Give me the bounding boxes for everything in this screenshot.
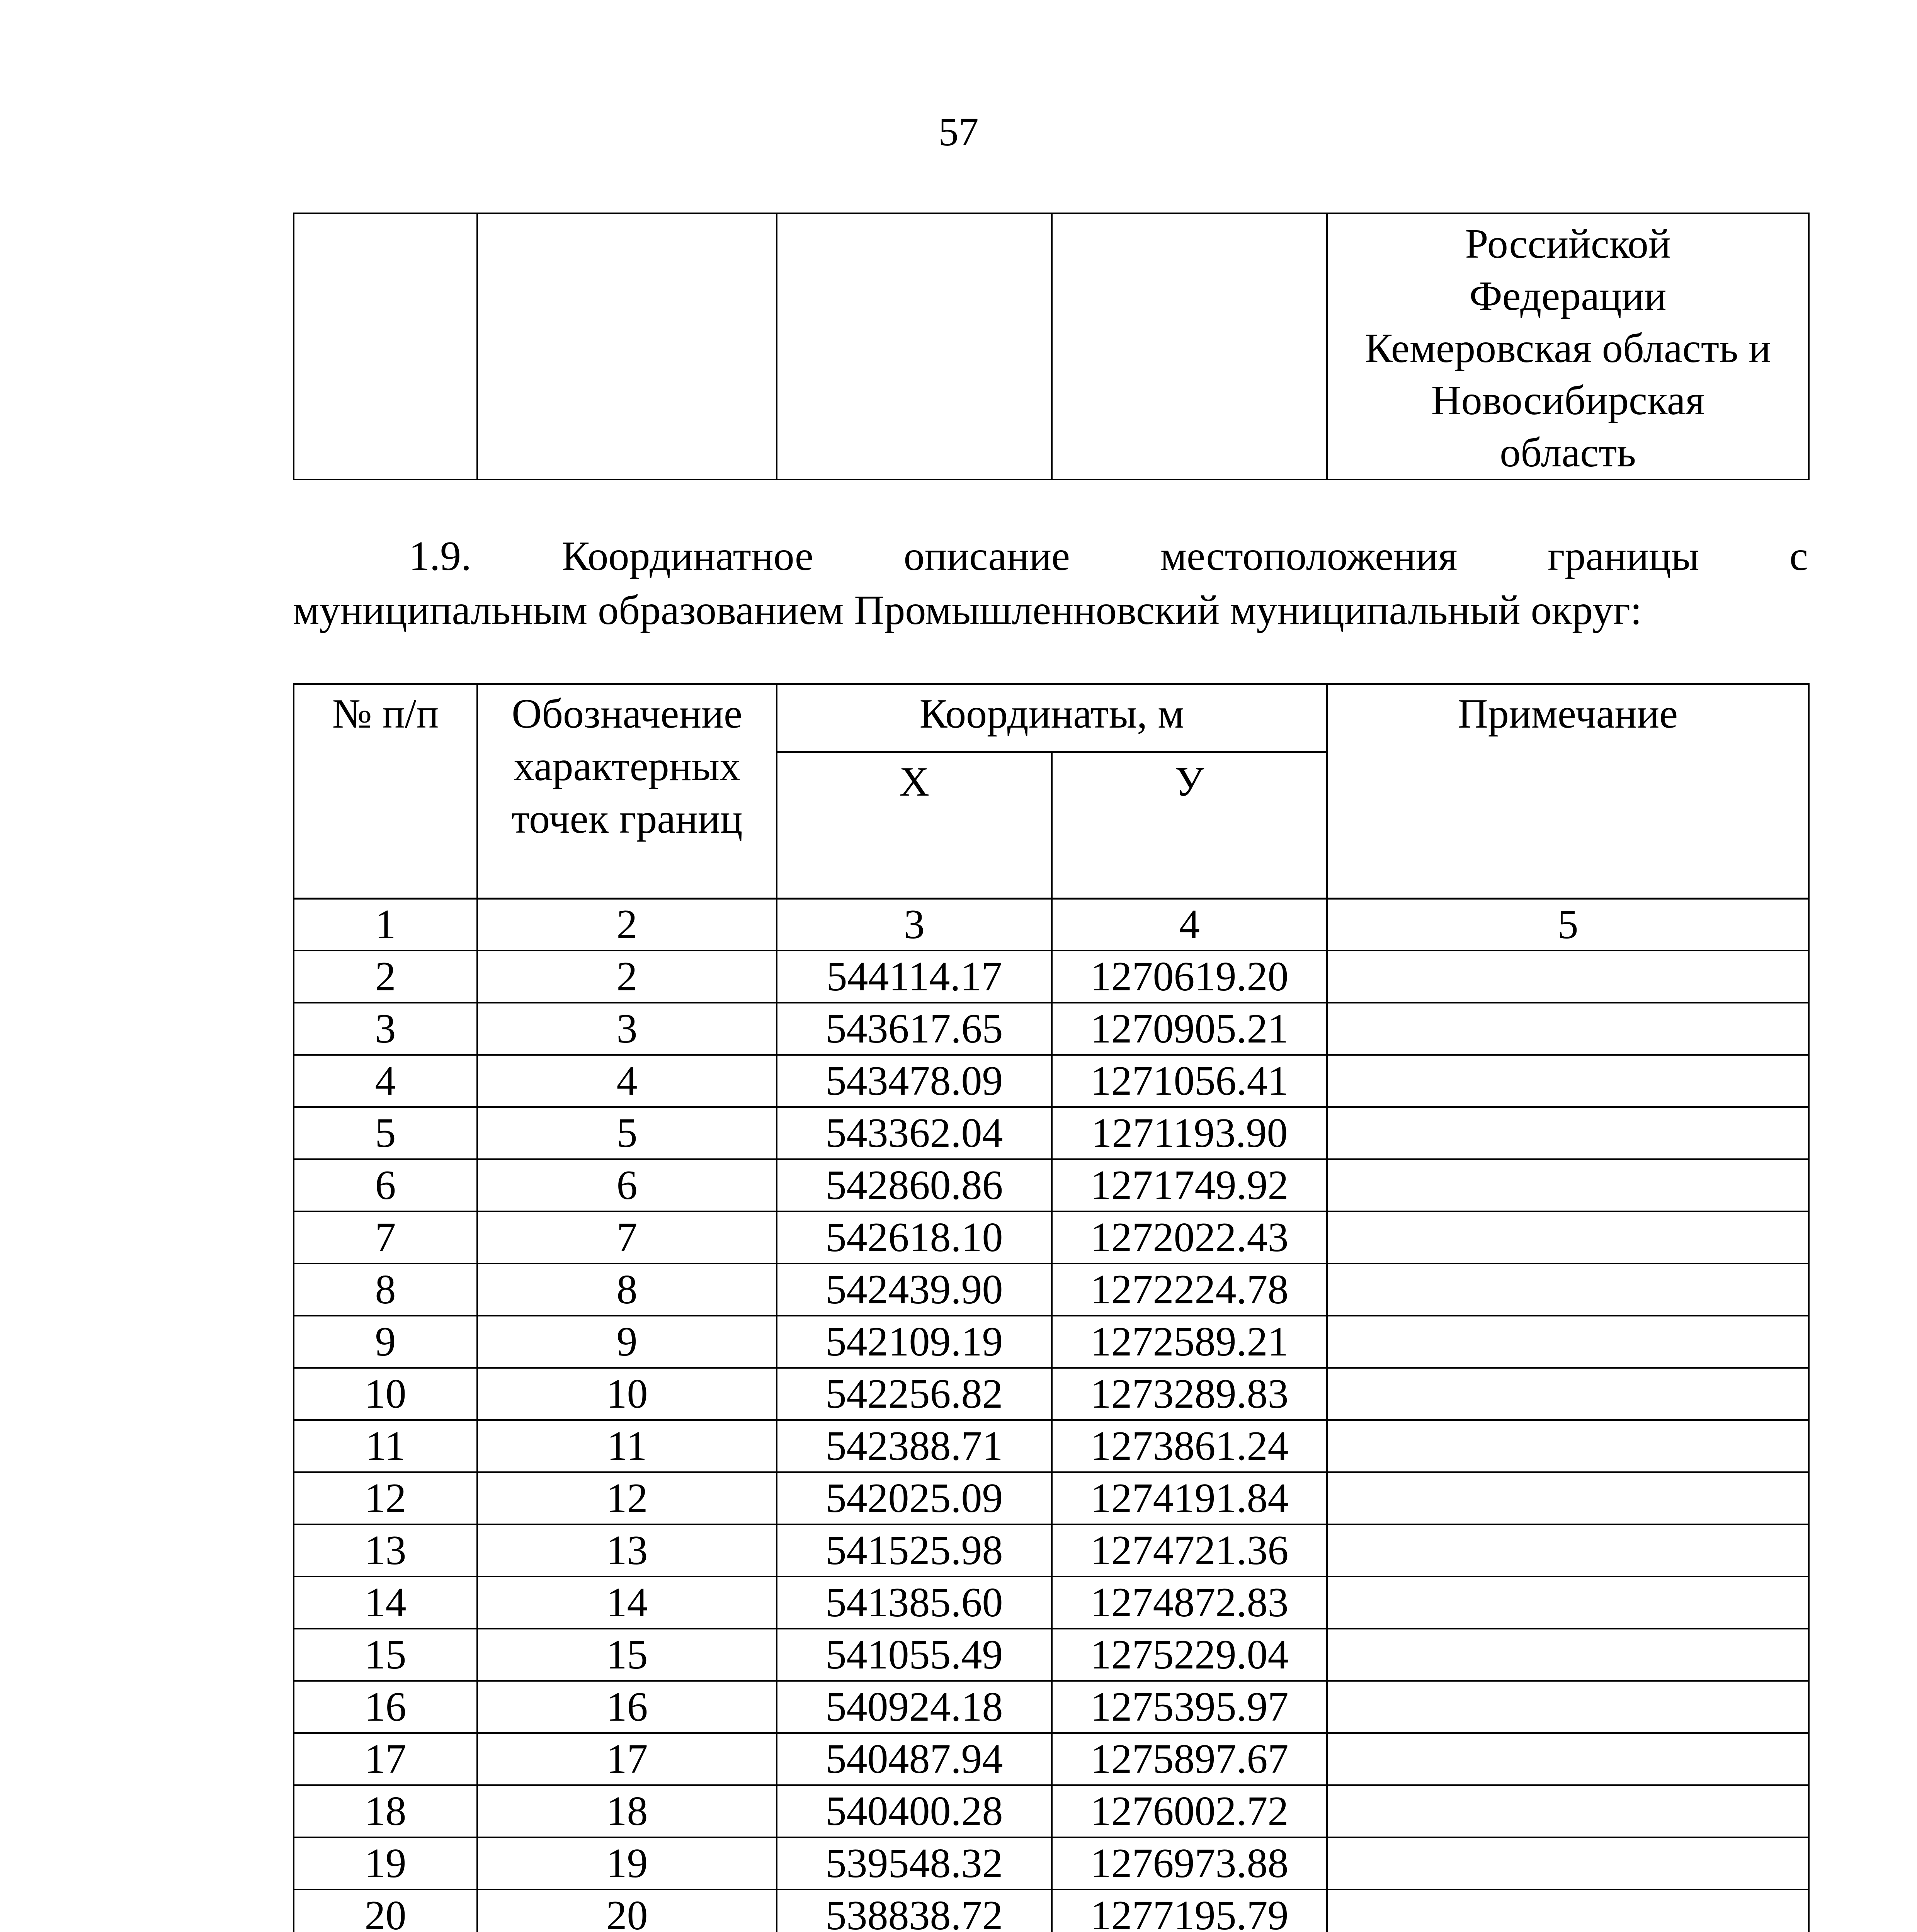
table-row bbox=[294, 1420, 1809, 1472]
x-coordinate-cell: 541385.60 bbox=[777, 1577, 1052, 1629]
row-number-cell: 8 bbox=[294, 1264, 477, 1316]
row-number-cell: 18 bbox=[294, 1785, 477, 1837]
continuation-cell-note bbox=[1327, 213, 1809, 480]
column-number: 4 bbox=[1052, 898, 1327, 951]
point-cell: 20 bbox=[477, 1889, 777, 1932]
continuation-cell-num bbox=[294, 213, 477, 480]
x-coordinate-cell: 538838.72 bbox=[777, 1889, 1052, 1932]
point-cell: 11 bbox=[477, 1420, 777, 1472]
table-row bbox=[294, 1472, 1809, 1524]
table-row bbox=[294, 1785, 1809, 1837]
note-cell bbox=[1327, 1785, 1809, 1837]
note-cell bbox=[1327, 1107, 1809, 1159]
row-number-cell: 2 bbox=[294, 951, 477, 1003]
y-coordinate-cell: 1276002.72 bbox=[1052, 1785, 1327, 1837]
point-cell: 2 bbox=[477, 951, 777, 1003]
y-coordinate-cell: 1272224.78 bbox=[1052, 1264, 1327, 1316]
y-coordinate-cell: 1272589.21 bbox=[1052, 1316, 1327, 1368]
x-coordinate-cell: 539548.32 bbox=[777, 1837, 1052, 1889]
row-number-cell: 10 bbox=[294, 1368, 477, 1420]
row-number-cell: 14 bbox=[294, 1577, 477, 1629]
y-coordinate-cell: 1275897.67 bbox=[1052, 1733, 1327, 1785]
point-cell: 18 bbox=[477, 1785, 777, 1837]
column-number: 3 bbox=[777, 898, 1052, 951]
x-coordinate-cell: 541525.98 bbox=[777, 1524, 1052, 1577]
table-row bbox=[294, 1733, 1809, 1785]
table-row bbox=[294, 1681, 1809, 1733]
y-coordinate-cell: 1272022.43 bbox=[1052, 1211, 1327, 1264]
note-line: Кемеровская область и bbox=[1364, 325, 1771, 371]
x-coordinate-cell: 542109.19 bbox=[777, 1316, 1052, 1368]
point-cell: 10 bbox=[477, 1368, 777, 1420]
coordinates-table bbox=[293, 898, 1810, 1932]
table-row bbox=[294, 1107, 1809, 1159]
note-cell bbox=[1327, 1629, 1809, 1681]
y-coordinate-cell: 1273289.83 bbox=[1052, 1368, 1327, 1420]
y-coordinate-cell: 1275395.97 bbox=[1052, 1681, 1327, 1733]
continuation-cell-point bbox=[477, 213, 777, 480]
x-coordinate-cell: 541055.49 bbox=[777, 1629, 1052, 1681]
note-cell bbox=[1327, 1681, 1809, 1733]
point-cell: 17 bbox=[477, 1733, 777, 1785]
note-cell bbox=[1327, 1055, 1809, 1107]
note-cell bbox=[1327, 1577, 1809, 1629]
row-number-cell: 12 bbox=[294, 1472, 477, 1524]
column-number: 1 bbox=[294, 898, 477, 951]
table-row bbox=[294, 1837, 1809, 1889]
table-row bbox=[294, 1368, 1809, 1420]
y-coordinate-cell: 1274872.83 bbox=[1052, 1577, 1327, 1629]
row-number-cell: 4 bbox=[294, 1055, 477, 1107]
x-coordinate-cell: 542618.10 bbox=[777, 1211, 1052, 1264]
header-designation bbox=[477, 684, 777, 899]
y-coordinate-cell: 1271056.41 bbox=[1052, 1055, 1327, 1107]
row-number-cell: 9 bbox=[294, 1316, 477, 1368]
header-y: У bbox=[1052, 752, 1327, 899]
note-cell bbox=[1327, 1368, 1809, 1420]
point-cell: 3 bbox=[477, 1003, 777, 1055]
note-line: Федерации bbox=[1469, 273, 1667, 319]
header-x: Х bbox=[777, 752, 1052, 899]
header-designation-line: характерных bbox=[514, 743, 740, 789]
header-coords: Координаты, м bbox=[777, 684, 1327, 752]
y-coordinate-cell: 1271193.90 bbox=[1052, 1107, 1327, 1159]
point-cell: 9 bbox=[477, 1316, 777, 1368]
row-number-cell: 11 bbox=[294, 1420, 477, 1472]
table-row bbox=[294, 1055, 1809, 1107]
continuation-cell-x bbox=[777, 213, 1052, 480]
x-coordinate-cell: 543478.09 bbox=[777, 1055, 1052, 1107]
table-row bbox=[294, 951, 1809, 1003]
note-cell bbox=[1327, 1003, 1809, 1055]
row-number-cell: 7 bbox=[294, 1211, 477, 1264]
x-coordinate-cell: 543617.65 bbox=[777, 1003, 1052, 1055]
y-coordinate-cell: 1275229.04 bbox=[1052, 1629, 1327, 1681]
y-coordinate-cell: 1277195.79 bbox=[1052, 1889, 1327, 1932]
continuation-table bbox=[293, 213, 1810, 480]
point-cell: 15 bbox=[477, 1629, 777, 1681]
coordinates-header bbox=[293, 683, 1810, 900]
note-line: Новосибирская bbox=[1431, 378, 1705, 423]
point-cell: 4 bbox=[477, 1055, 777, 1107]
row-number-cell: 13 bbox=[294, 1524, 477, 1577]
note-cell bbox=[1327, 1159, 1809, 1211]
table-row bbox=[294, 1889, 1809, 1932]
note-cell bbox=[1327, 1837, 1809, 1889]
note-cell bbox=[1327, 1211, 1809, 1264]
x-coordinate-cell: 540924.18 bbox=[777, 1681, 1052, 1733]
table-row bbox=[294, 1211, 1809, 1264]
row-number-cell: 6 bbox=[294, 1159, 477, 1211]
row-number-cell: 20 bbox=[294, 1889, 477, 1932]
x-coordinate-cell: 542860.86 bbox=[777, 1159, 1052, 1211]
header-designation-line: точек границ bbox=[511, 796, 743, 842]
note-cell bbox=[1327, 1316, 1809, 1368]
row-number-cell: 5 bbox=[294, 1107, 477, 1159]
y-coordinate-cell: 1273861.24 bbox=[1052, 1420, 1327, 1472]
note-line: область bbox=[1500, 430, 1636, 476]
point-cell: 7 bbox=[477, 1211, 777, 1264]
x-coordinate-cell: 542439.90 bbox=[777, 1264, 1052, 1316]
intro-line-2: муниципальным образованием Промышленновский муниципальный округ: bbox=[293, 587, 1642, 633]
header-num: № п/п bbox=[294, 684, 477, 899]
row-number-cell: 16 bbox=[294, 1681, 477, 1733]
point-cell: 13 bbox=[477, 1524, 777, 1577]
x-coordinate-cell: 542256.82 bbox=[777, 1368, 1052, 1420]
point-cell: 16 bbox=[477, 1681, 777, 1733]
header-designation-line: Обозначение bbox=[512, 691, 742, 737]
note-line: Российской bbox=[1465, 221, 1671, 267]
point-cell: 12 bbox=[477, 1472, 777, 1524]
table-row bbox=[294, 1264, 1809, 1316]
point-cell: 8 bbox=[477, 1264, 777, 1316]
column-number-row bbox=[294, 898, 1809, 951]
y-coordinate-cell: 1276973.88 bbox=[1052, 1837, 1327, 1889]
x-coordinate-cell: 542025.09 bbox=[777, 1472, 1052, 1524]
table-row bbox=[294, 1629, 1809, 1681]
note-cell bbox=[1327, 1524, 1809, 1577]
row-number-cell: 15 bbox=[294, 1629, 477, 1681]
x-coordinate-cell: 542388.71 bbox=[777, 1420, 1052, 1472]
note-cell bbox=[1327, 1420, 1809, 1472]
y-coordinate-cell: 1270619.20 bbox=[1052, 951, 1327, 1003]
column-number: 5 bbox=[1327, 898, 1809, 951]
intro-line-1: 1.9. Координатное описание местоположения границы с bbox=[409, 533, 1808, 579]
point-cell: 6 bbox=[477, 1159, 777, 1211]
note-cell bbox=[1327, 1264, 1809, 1316]
y-coordinate-cell: 1270905.21 bbox=[1052, 1003, 1327, 1055]
section-intro bbox=[293, 529, 1808, 638]
point-cell: 19 bbox=[477, 1837, 777, 1889]
table-row bbox=[294, 1316, 1809, 1368]
x-coordinate-cell: 540400.28 bbox=[777, 1785, 1052, 1837]
row-number-cell: 17 bbox=[294, 1733, 477, 1785]
table-row bbox=[294, 1524, 1809, 1577]
row-number-cell: 19 bbox=[294, 1837, 477, 1889]
point-cell: 14 bbox=[477, 1577, 777, 1629]
row-number-cell: 3 bbox=[294, 1003, 477, 1055]
point-cell: 5 bbox=[477, 1107, 777, 1159]
column-number: 2 bbox=[477, 898, 777, 951]
table-row bbox=[294, 1003, 1809, 1055]
note-cell bbox=[1327, 951, 1809, 1003]
table-row bbox=[294, 1577, 1809, 1629]
table-row bbox=[294, 1159, 1809, 1211]
y-coordinate-cell: 1274721.36 bbox=[1052, 1524, 1327, 1577]
x-coordinate-cell: 543362.04 bbox=[777, 1107, 1052, 1159]
note-cell bbox=[1327, 1472, 1809, 1524]
note-cell bbox=[1327, 1733, 1809, 1785]
note-cell bbox=[1327, 1889, 1809, 1932]
x-coordinate-cell: 540487.94 bbox=[777, 1733, 1052, 1785]
y-coordinate-cell: 1271749.92 bbox=[1052, 1159, 1327, 1211]
continuation-row bbox=[294, 213, 1809, 480]
header-note: Примечание bbox=[1327, 684, 1809, 899]
page-number: 57 bbox=[938, 110, 979, 154]
x-coordinate-cell: 544114.17 bbox=[777, 951, 1052, 1003]
continuation-cell-y bbox=[1052, 213, 1327, 480]
y-coordinate-cell: 1274191.84 bbox=[1052, 1472, 1327, 1524]
